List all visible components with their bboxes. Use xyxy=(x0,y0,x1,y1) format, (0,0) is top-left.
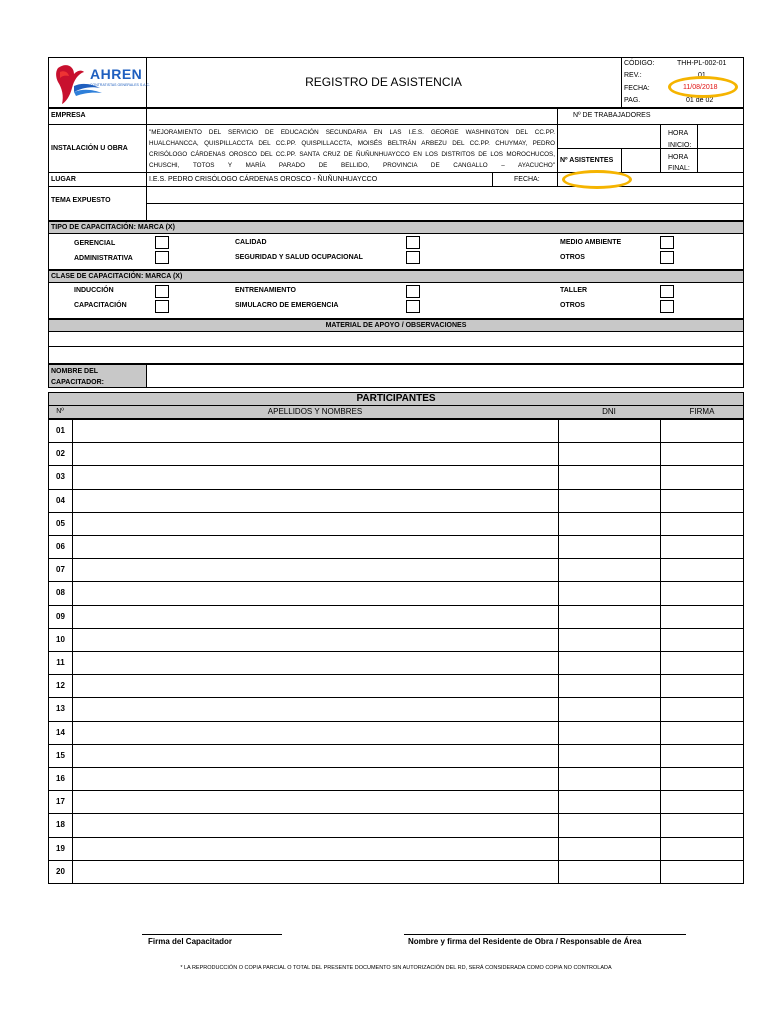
name-cell[interactable] xyxy=(72,768,558,790)
name-cell[interactable] xyxy=(72,443,558,465)
dni-cell[interactable] xyxy=(558,420,660,442)
table-row xyxy=(48,767,744,791)
dni-cell[interactable] xyxy=(558,745,660,767)
tipo-gerencial-checkbox[interactable] xyxy=(155,236,169,249)
firma-cell[interactable] xyxy=(660,513,744,535)
instalacion-line: "MEJORAMIENTO DEL SERVICIO DE EDUCACIÓN SECUNDARIA EN LAS I.E.S. GEORGE WASHINGTON DEL CC.PP. xyxy=(149,129,555,136)
name-cell[interactable] xyxy=(72,559,558,581)
header-date-highlight xyxy=(668,76,738,98)
firma-cell[interactable] xyxy=(660,722,744,744)
tipo-calidad-checkbox[interactable] xyxy=(406,236,420,249)
row-number: 07 xyxy=(56,565,65,575)
dni-cell[interactable] xyxy=(558,838,660,860)
fecha-label-info: FECHA: xyxy=(514,176,540,183)
table-row xyxy=(48,721,744,745)
tipo-otros-checkbox[interactable] xyxy=(660,251,674,264)
name-cell[interactable] xyxy=(72,513,558,535)
fecha-label-header: FECHA: xyxy=(624,85,650,92)
firma-cell[interactable] xyxy=(660,698,744,720)
row-number: 16 xyxy=(56,774,65,783)
tema-label: TEMA EXPUESTO xyxy=(51,197,111,204)
pag-label: PAG. xyxy=(624,97,641,104)
row-number: 08 xyxy=(56,588,65,598)
tipo-header-text: TIPO DE CAPACITACIÓN: MARCA (X) xyxy=(51,224,175,231)
name-cell[interactable] xyxy=(72,629,558,651)
col-apellidos: APELLIDOS Y NOMBRES xyxy=(267,407,363,416)
n-trabajadores-field[interactable] xyxy=(660,109,744,124)
clase-induccion-checkbox[interactable] xyxy=(155,285,169,298)
row-number: 06 xyxy=(56,542,65,551)
hora-final-field[interactable] xyxy=(698,149,744,172)
table-row xyxy=(48,744,744,768)
name-cell[interactable] xyxy=(72,606,558,628)
signature-line-residente xyxy=(404,934,686,935)
firma-capacitador-label: Firma del Capacitador xyxy=(148,937,233,946)
instalacion-text xyxy=(149,127,555,171)
table-row xyxy=(48,489,744,513)
row-number: 12 xyxy=(56,681,65,691)
firma-cell[interactable] xyxy=(660,490,744,512)
col-numero: Nº xyxy=(56,408,64,415)
dni-cell[interactable] xyxy=(558,513,660,535)
dni-cell[interactable] xyxy=(558,722,660,744)
lugar-value: I.E.S. PEDRO CRISÓLOGO CÁRDENAS OROSCO - ÑUÑUNHUAYCCO xyxy=(149,176,378,183)
clase-section xyxy=(48,282,744,319)
hora-inicio-label xyxy=(668,128,691,152)
empresa-label: EMPRESA xyxy=(51,112,86,119)
firma-cell[interactable] xyxy=(660,629,744,651)
row-number: 15 xyxy=(56,750,65,760)
capacitador-label-2: CAPACITADOR: xyxy=(51,379,105,386)
clase-entrenamiento-label: ENTRENAMIENTO xyxy=(235,287,296,294)
codigo-label: CÓDIGO: xyxy=(624,60,655,67)
clase-taller-label: TALLER xyxy=(560,287,588,294)
instalacion-label: INSTALACIÓN U OBRA xyxy=(51,145,128,152)
signature-line-capacitador xyxy=(142,934,282,935)
firma-cell[interactable] xyxy=(660,861,744,883)
row-number: 20 xyxy=(56,866,65,876)
dni-cell[interactable] xyxy=(558,559,660,581)
firma-cell[interactable] xyxy=(660,652,744,674)
tipo-section xyxy=(48,233,744,270)
clase-header-text: CLASE DE CAPACITACIÓN: MARCA (X) xyxy=(51,273,183,280)
name-cell[interactable] xyxy=(72,652,558,674)
clase-entrenamiento-checkbox[interactable] xyxy=(406,285,420,298)
tema-field[interactable] xyxy=(147,187,744,221)
tipo-calidad-label: CALIDAD xyxy=(235,239,267,246)
table-row xyxy=(48,512,744,536)
dni-cell[interactable] xyxy=(558,652,660,674)
row-number: 17 xyxy=(56,797,65,807)
empresa-field[interactable] xyxy=(147,109,557,124)
fecha-value-header: 11/08/2018 xyxy=(683,84,718,91)
clase-capacitacion-label: CAPACITACIÓN xyxy=(74,302,127,309)
dni-cell[interactable] xyxy=(558,443,660,465)
firma-cell[interactable] xyxy=(660,443,744,465)
firma-cell[interactable] xyxy=(660,536,744,558)
dni-cell[interactable] xyxy=(558,629,660,651)
firma-cell[interactable] xyxy=(660,768,744,790)
capacitador-label-1: NOMBRE DEL xyxy=(51,368,99,375)
pag-value: 01 de 02 xyxy=(686,97,714,104)
clase-otros-label: OTROS xyxy=(560,302,585,309)
codigo-value: THH-PL-002-01 xyxy=(677,60,727,67)
name-cell[interactable] xyxy=(72,838,558,860)
hora-inicio-field[interactable] xyxy=(698,125,744,148)
n-asistentes-label: Nº ASISTENTES xyxy=(560,157,614,164)
col-firma: FIRMA xyxy=(689,407,715,416)
dni-cell[interactable] xyxy=(558,861,660,883)
dni-cell[interactable] xyxy=(558,675,660,697)
table-row xyxy=(48,605,744,629)
name-cell[interactable] xyxy=(72,791,558,813)
document-title: REGISTRO DE ASISTENCIA xyxy=(305,75,462,89)
table-row xyxy=(48,697,744,721)
clase-capacitacion-checkbox[interactable] xyxy=(155,300,169,313)
tipo-otros-label: OTROS xyxy=(560,254,585,261)
n-asistentes-field[interactable] xyxy=(622,149,660,172)
row-number: 14 xyxy=(56,727,65,737)
material-field[interactable] xyxy=(48,331,744,364)
tipo-administrativa-checkbox[interactable] xyxy=(155,251,169,264)
hora-final-label-1: HORA xyxy=(668,154,689,161)
rev-label: REV.: xyxy=(624,72,642,79)
table-row xyxy=(48,628,744,652)
firma-cell[interactable] xyxy=(660,838,744,860)
logo-text: AHREN xyxy=(90,66,143,82)
table-row xyxy=(48,813,744,837)
table-row xyxy=(48,651,744,675)
lugar-label: LUGAR xyxy=(51,176,76,183)
dni-cell[interactable] xyxy=(558,698,660,720)
participantes-title: PARTICIPANTES xyxy=(356,393,436,404)
row-number: 09 xyxy=(56,611,65,621)
material-header-text: MATERIAL DE APOYO / OBSERVACIONES xyxy=(325,322,467,329)
firma-cell[interactable] xyxy=(660,791,744,813)
instalacion-line: HUALCHANCCA, QUISPILLACCTA DEL CC.PP. QUISPILLACCTA, MOISÉS BELTRÁN ARBEZU DEL CC.PP. CHUYMAY, PEDRO xyxy=(149,140,555,147)
name-cell[interactable] xyxy=(72,861,558,883)
rev-value: 01 xyxy=(698,72,706,79)
col-line xyxy=(557,108,558,172)
hora-final-label-2: FINAL: xyxy=(668,165,690,172)
dni-cell[interactable] xyxy=(558,606,660,628)
name-cell[interactable] xyxy=(72,582,558,604)
clase-simulacro-label: SIMULACRO DE EMERGENCIA xyxy=(235,302,339,309)
firma-cell[interactable] xyxy=(660,814,744,836)
table-row xyxy=(48,860,744,884)
company-logo xyxy=(52,60,150,106)
capacitador-label xyxy=(51,366,104,388)
footer-note: * LA REPRODUCCIÓN O COPIA PARCIAL O TOTAL DEL PRESENTE DOCUMENTO SIN AUTORIZACIÓN DEL RD, SERÁ CONSIDERADA COMO COPIA NO CONTROLADA xyxy=(180,965,612,971)
hora-inicio-label-2: INICIO: xyxy=(668,142,692,149)
clase-taller-checkbox[interactable] xyxy=(660,285,674,298)
row-number: 18 xyxy=(56,820,65,830)
firma-cell[interactable] xyxy=(660,606,744,628)
instalacion-line: CRISÓLOGO CÁRDENAS OROSCO DEL CC.PP. SANTA CRUZ DE ÑUÑUNHUAYCCO EN LOS DISTRITOS DE LOS MOROCHUCOS, xyxy=(149,151,555,158)
row-number: 10 xyxy=(56,634,65,644)
dni-cell[interactable] xyxy=(558,582,660,604)
name-cell[interactable] xyxy=(72,420,558,442)
dni-cell[interactable] xyxy=(558,768,660,790)
hora-inicio-label-1: HORA xyxy=(668,130,689,137)
firma-residente-label: Nombre y firma del Residente de Obra / Responsable de Área xyxy=(408,937,642,946)
row-number: 05 xyxy=(56,518,65,528)
row-line xyxy=(48,124,744,125)
row-number: 02 xyxy=(56,449,65,459)
firma-cell[interactable] xyxy=(660,745,744,767)
tipo-seguridad-checkbox[interactable] xyxy=(406,251,420,264)
name-cell[interactable] xyxy=(72,675,558,697)
col-line xyxy=(492,172,493,186)
logo-subtext: CONTRATISTAS GENERALES S.A.C. xyxy=(90,83,150,87)
firma-cell[interactable] xyxy=(660,466,744,488)
name-cell[interactable] xyxy=(72,466,558,488)
table-row xyxy=(48,581,744,605)
name-cell[interactable] xyxy=(72,814,558,836)
dni-cell[interactable] xyxy=(558,536,660,558)
row-number: 13 xyxy=(56,704,65,714)
tipo-medio-ambiente-label: MEDIO AMBIENTE xyxy=(560,239,622,246)
dni-cell[interactable] xyxy=(558,814,660,836)
dni-cell[interactable] xyxy=(558,791,660,813)
tipo-medio-ambiente-checkbox[interactable] xyxy=(660,236,674,249)
clase-simulacro-checkbox[interactable] xyxy=(406,300,420,313)
row-number: 03 xyxy=(56,472,65,482)
row-number: 19 xyxy=(56,843,65,853)
col-line xyxy=(660,124,661,172)
hora-final-label xyxy=(668,152,690,174)
table-row xyxy=(48,837,744,861)
dni-cell[interactable] xyxy=(558,490,660,512)
table-row xyxy=(48,419,744,443)
firma-cell[interactable] xyxy=(660,675,744,697)
header-divider-meta xyxy=(621,57,622,108)
name-cell[interactable] xyxy=(72,490,558,512)
table-row xyxy=(48,558,744,582)
dni-cell[interactable] xyxy=(558,466,660,488)
n-trabajadores-label: Nº DE TRABAJADORES xyxy=(573,112,651,119)
row-number: 04 xyxy=(56,495,65,505)
col-dni: DNI xyxy=(602,407,616,416)
clase-induccion-label: INDUCCIÓN xyxy=(74,287,114,294)
table-row xyxy=(48,535,744,559)
table-row xyxy=(48,674,744,698)
firma-cell[interactable] xyxy=(660,582,744,604)
capacitador-field[interactable] xyxy=(146,364,744,388)
firma-cell[interactable] xyxy=(660,420,744,442)
row-line xyxy=(48,346,744,347)
tipo-gerencial-label: GERENCIAL xyxy=(74,240,116,247)
tipo-seguridad-label: SEGURIDAD Y SALUD OCUPACIONAL xyxy=(235,254,363,261)
table-row xyxy=(48,465,744,489)
tipo-administrativa-label: ADMINISTRATIVA xyxy=(74,255,133,262)
row-number: 11 xyxy=(56,658,65,667)
firma-cell[interactable] xyxy=(660,559,744,581)
clase-otros-checkbox[interactable] xyxy=(660,300,674,313)
row-number: 01 xyxy=(56,426,65,435)
name-cell[interactable] xyxy=(72,698,558,720)
table-row xyxy=(48,790,744,814)
name-cell[interactable] xyxy=(72,745,558,767)
name-cell[interactable] xyxy=(72,536,558,558)
table-row xyxy=(48,442,744,466)
name-cell[interactable] xyxy=(72,722,558,744)
instalacion-line: CHUSCHI, TOTOS Y MARÍA PARADO DE BELLIDO, PROVINCIA DE CANGALLO – AYACUCHO" xyxy=(149,162,555,169)
